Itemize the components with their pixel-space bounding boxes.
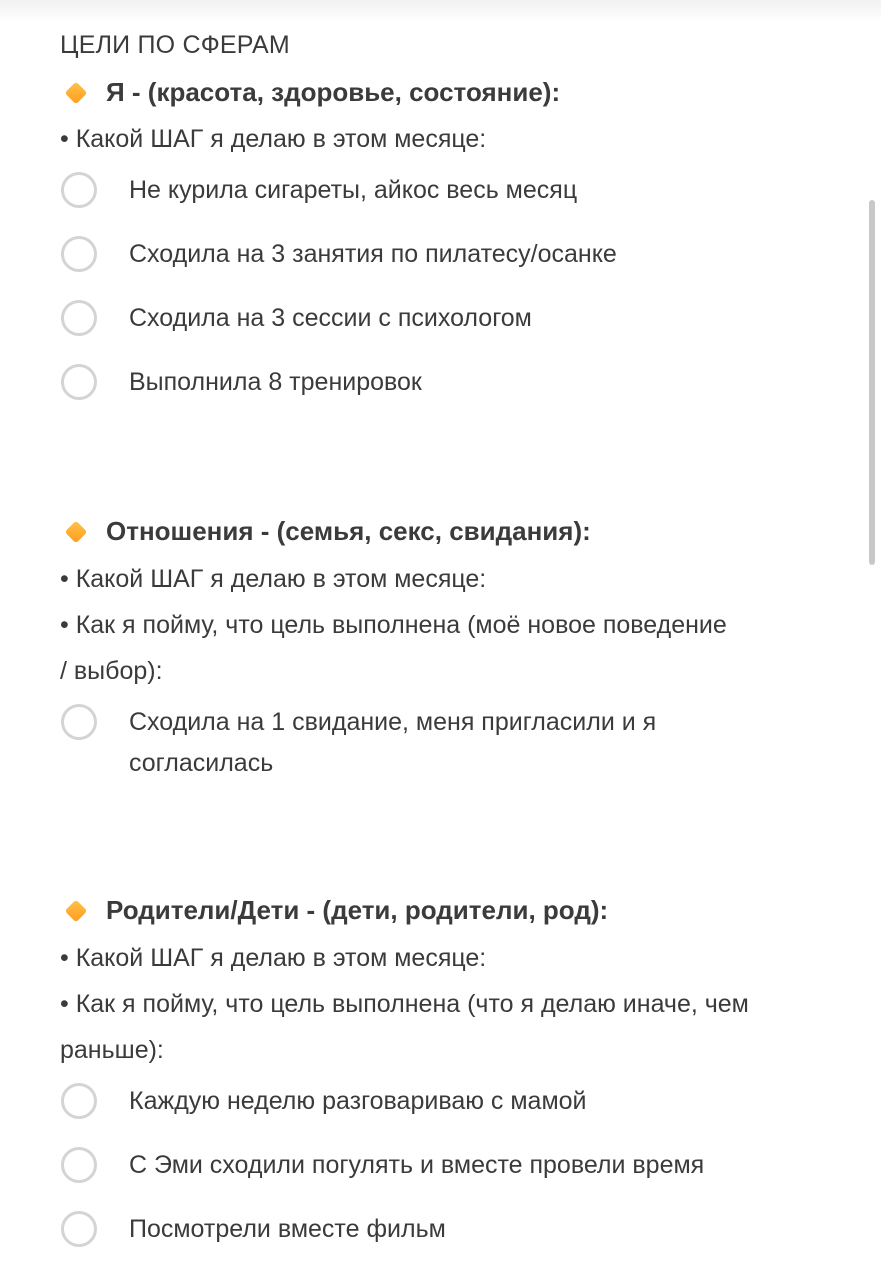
todo-item[interactable] (61, 1145, 789, 1186)
todo-item[interactable] (61, 1209, 789, 1250)
prompt-line: • Какой ШАГ я делаю в этом месяце: (60, 565, 487, 593)
checkbox-circle[interactable] (61, 364, 97, 400)
prompt-line: • Как я пойму, что цель выполнена (моё новое поведение / выбор): (60, 611, 727, 685)
todo-label[interactable]: Сходила на 3 занятия по пилатесу/осанке (129, 240, 617, 268)
todo-label[interactable]: Каждую неделю разговариваю с мамой (129, 1087, 587, 1115)
todo-label[interactable]: Не курила сигареты, айкос весь месяц (129, 176, 578, 204)
todo-label[interactable]: Выполнила 8 тренировок (129, 368, 422, 396)
checkbox-circle[interactable] (61, 1147, 97, 1183)
top-fade (0, 0, 881, 22)
prompt-line: • Какой ШАГ я делаю в этом месяце: (60, 944, 487, 972)
todo-item[interactable] (61, 234, 789, 275)
prompt-line: • Как я пойму, что цель выполнена (что я делаю иначе, чем раньше): (60, 990, 749, 1064)
checkbox-circle[interactable] (61, 236, 97, 272)
checkbox-circle[interactable] (61, 704, 97, 740)
checkbox-circle[interactable] (61, 300, 97, 336)
page-title: ЦЕЛИ ПО СФЕРАМ (60, 31, 290, 59)
section-heading-label: Отношения - (семья, секс, свидания): (106, 516, 591, 546)
checkbox-circle[interactable] (61, 172, 97, 208)
section-heading-label: Родители/Дети - (дети, родители, род): (106, 895, 609, 925)
checkbox-circle[interactable] (61, 1211, 97, 1247)
todo-label[interactable]: Посмотрели вместе фильм (129, 1215, 446, 1243)
todo-label[interactable]: С Эми сходили погулять и вместе провели время (129, 1151, 705, 1179)
todo-label[interactable]: Сходила на 3 сессии с психологом (129, 304, 532, 332)
checkbox-circle[interactable] (61, 1083, 97, 1119)
section-heading-label: Я - (красота, здоровье, состояние): (106, 77, 561, 107)
todo-item[interactable] (61, 170, 789, 211)
todo-item[interactable] (61, 298, 789, 339)
todo-item[interactable] (61, 1081, 789, 1122)
todo-label[interactable]: Сходила на 1 свидание, меня пригласили и я согласилась (129, 708, 657, 777)
todo-item[interactable] (61, 362, 789, 403)
orange-diamond-icon (64, 899, 88, 923)
section-heading-self (64, 77, 560, 108)
scrollbar[interactable] (869, 200, 875, 565)
orange-diamond-icon (64, 520, 88, 544)
todo-item[interactable] (61, 702, 759, 784)
section-heading-parents-children (64, 895, 608, 926)
orange-diamond-icon (64, 81, 88, 105)
prompt-line: • Какой ШАГ я делаю в этом месяце: (60, 125, 487, 153)
section-heading-relationships (64, 516, 591, 547)
